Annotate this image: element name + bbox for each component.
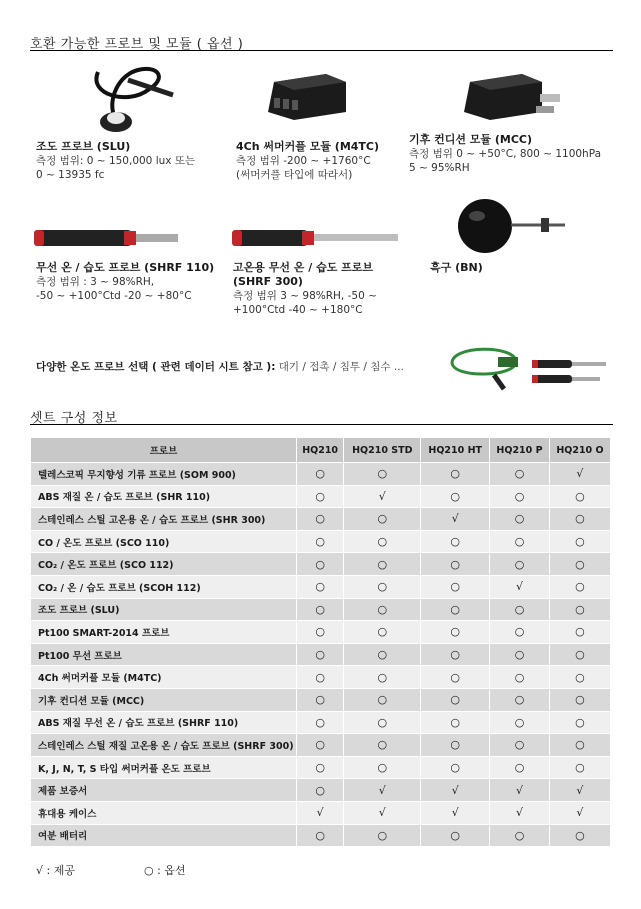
row-mark: ○ [344,666,421,689]
row-mark: ○ [549,598,610,621]
row-mark: ○ [490,688,550,711]
table-row [31,463,611,486]
row-mark: √ [490,779,550,802]
row-label: 여분 배터리 [31,824,297,847]
row-mark: ○ [549,711,610,734]
row-mark: ○ [344,756,421,779]
row-mark: ○ [344,553,421,576]
product-spec: 측정 범위 3 ~ 98%RH, -50 ~ +100°Ctd -40 ~ +180°C [233,290,377,316]
row-mark: ○ [344,621,421,644]
section-title-set-info: 셋트 구성 정보 [30,411,118,426]
high-temp-wireless-probe-image [230,224,405,254]
product-name: 고온용 무선 온 / 습도 프로브 (SHRF 300) [233,261,374,288]
table-row [31,688,611,711]
row-label: 스테인레스 스틸 재질 고온용 온 / 습도 프로브 (SHRF 300) [31,734,297,757]
row-mark: ○ [344,824,421,847]
wireless-humidity-probe-image [30,222,190,252]
row-mark: ○ [549,553,610,576]
product-m4tc [236,140,406,182]
row-mark: ○ [490,734,550,757]
row-mark: ○ [549,688,610,711]
section-divider [30,50,613,51]
row-label: Pt100 SMART-2014 프로브 [31,621,297,644]
temperature-probe-cable-image [444,343,524,397]
row-mark: √ [549,779,610,802]
row-mark: ○ [344,463,421,486]
row-label: Pt100 무선 프로브 [31,643,297,666]
probe-options-line [36,359,404,374]
row-mark: ○ [549,530,610,553]
table-row [31,801,611,824]
row-mark: ○ [344,688,421,711]
row-mark: ○ [297,553,344,576]
row-mark: ○ [297,643,344,666]
table-row [31,711,611,734]
table-row [31,643,611,666]
row-mark: √ [344,779,421,802]
row-mark: ○ [297,598,344,621]
row-mark: ○ [297,756,344,779]
row-mark: ○ [344,598,421,621]
header-hq210: HQ210 [297,438,344,463]
row-label: 휴대용 케이스 [31,801,297,824]
row-mark: ○ [297,485,344,508]
table-row [31,734,611,757]
row-mark: √ [421,508,490,531]
row-mark: ○ [344,530,421,553]
product-spec: 측정 범위 -200 ~ +1760°C (써머커플 타입에 따라서) [236,155,371,181]
row-mark: ○ [549,485,610,508]
product-name: 기후 컨디션 모듈 (MCC) [409,133,533,146]
row-label: ABS 재질 온 / 습도 프로브 (SHR 110) [31,485,297,508]
row-mark: ○ [421,575,490,598]
table-row [31,621,611,644]
product-shrf110 [36,261,236,303]
row-label: 기후 컨디션 모듈 (MCC) [31,688,297,711]
row-mark: ○ [344,734,421,757]
row-mark: ○ [490,756,550,779]
row-label: CO / 온도 프로브 (SCO 110) [31,530,297,553]
row-label: 제품 보증서 [31,779,297,802]
row-mark: √ [344,485,421,508]
row-mark: √ [490,801,550,824]
row-label: K, J, N, T, S 타입 써머커플 온도 프로브 [31,756,297,779]
row-mark: ○ [421,688,490,711]
row-mark: ○ [421,666,490,689]
row-label: CO₂ / 온도 프로브 (SCO 112) [31,553,297,576]
row-mark: ○ [421,711,490,734]
climate-module-image [464,72,564,122]
product-spec: 측정 범위 0 ~ +50°C, 800 ~ 1100hPa 5 ~ 95%RH [409,148,602,174]
probe-options-types: 대기 / 접촉 / 침투 / 침수 ... [275,361,404,373]
row-mark: ○ [297,711,344,734]
table-row [31,575,611,598]
row-label: 스테인레스 스틸 고온용 온 / 습도 프로브 (SHR 300) [31,508,297,531]
legend-provided: √ : 제공 [36,864,75,877]
row-mark: ○ [549,643,610,666]
row-mark: ○ [549,508,610,531]
row-mark: ○ [549,734,610,757]
product-bn [430,261,580,275]
row-mark: ○ [549,756,610,779]
row-label: 텔레스코픽 무지향성 기류 프로브 (SOM 900) [31,463,297,486]
product-name: 4Ch 써머커플 모듈 (M4TC) [236,140,380,153]
row-label: ABS 재질 무선 온 / 습도 프로브 (SHRF 110) [31,711,297,734]
row-mark: ○ [297,621,344,644]
row-mark: √ [549,801,610,824]
table-row [31,666,611,689]
row-mark: ○ [297,666,344,689]
product-name: 조도 프로브 (SLU) [36,140,131,153]
row-mark: ○ [490,621,550,644]
row-mark: ○ [297,508,344,531]
header-hq210-o: HQ210 O [549,438,610,463]
row-mark: √ [490,575,550,598]
row-mark: √ [344,801,421,824]
row-mark: ○ [421,734,490,757]
row-mark: ○ [421,530,490,553]
header-hq210-ht: HQ210 HT [421,438,490,463]
row-mark: ○ [421,598,490,621]
row-mark: ○ [297,575,344,598]
row-mark: ○ [297,463,344,486]
row-mark: ○ [549,824,610,847]
black-globe-image [455,196,570,256]
probe-options-lead: 다양한 온도 프로브 선택 ( 관련 데이터 시트 참고 ): [36,361,276,373]
product-spec: 측정 범위 : 3 ~ 98%RH, -50 ~ +100°Ctd -20 ~ +80°C [36,276,192,302]
table-row [31,553,611,576]
product-spec: 측정 범위: 0 ~ 150,000 lux 또는 0 ~ 13935 fc [36,155,196,181]
product-name: 흑구 (BN) [430,261,483,274]
row-mark: ○ [490,666,550,689]
product-shrf300 [233,261,408,317]
thermocouple-module-image [266,72,348,122]
row-mark: ○ [549,666,610,689]
row-mark: ○ [490,824,550,847]
row-mark: ○ [490,530,550,553]
row-mark: √ [549,463,610,486]
row-mark: √ [421,801,490,824]
row-mark: ○ [344,711,421,734]
row-mark: ○ [421,553,490,576]
section-divider [30,424,613,425]
row-mark: ○ [549,575,610,598]
table-row [31,508,611,531]
row-mark: ○ [297,530,344,553]
header-hq210-std: HQ210 STD [344,438,421,463]
product-name: 무선 온 / 습도 프로브 (SHRF 110) [36,261,215,274]
row-mark: ○ [344,508,421,531]
row-mark: ○ [421,621,490,644]
row-mark: ○ [490,711,550,734]
table-header-row [31,438,611,463]
row-mark: ○ [297,734,344,757]
legend-option: ○ : 옵션 [144,864,186,877]
row-mark: ○ [421,485,490,508]
product-mcc [409,133,619,175]
row-mark: √ [421,779,490,802]
header-hq210-p: HQ210 P [490,438,550,463]
table-row [31,779,611,802]
row-mark: ○ [297,824,344,847]
row-mark: ○ [549,621,610,644]
row-mark: ○ [490,508,550,531]
row-mark: ○ [490,598,550,621]
row-mark: √ [297,801,344,824]
table-row [31,530,611,553]
row-mark: ○ [421,643,490,666]
row-label: 조도 프로브 (SLU) [31,598,297,621]
set-configuration-table [30,437,611,847]
row-mark: ○ [490,485,550,508]
row-mark: ○ [297,779,344,802]
row-label: 4Ch 써머커플 모듈 (M4TC) [31,666,297,689]
temperature-probes-image [530,357,610,387]
product-slu [36,140,236,182]
row-mark: ○ [421,463,490,486]
section-title-compatible-probes: 호환 가능한 프로브 및 모듈 ( 옵션 ) [30,37,244,52]
row-mark: ○ [344,575,421,598]
header-probe: 프로브 [31,438,297,463]
light-probe-image [88,60,178,140]
row-label: CO₂ / 온 / 습도 프로브 (SCOH 112) [31,575,297,598]
row-mark: ○ [421,756,490,779]
table-row [31,598,611,621]
row-mark: ○ [490,553,550,576]
table-row [31,756,611,779]
row-mark: ○ [490,643,550,666]
table-row [31,485,611,508]
table-row [31,824,611,847]
row-mark: ○ [421,824,490,847]
row-mark: ○ [344,643,421,666]
row-mark: ○ [490,463,550,486]
row-mark: ○ [297,688,344,711]
